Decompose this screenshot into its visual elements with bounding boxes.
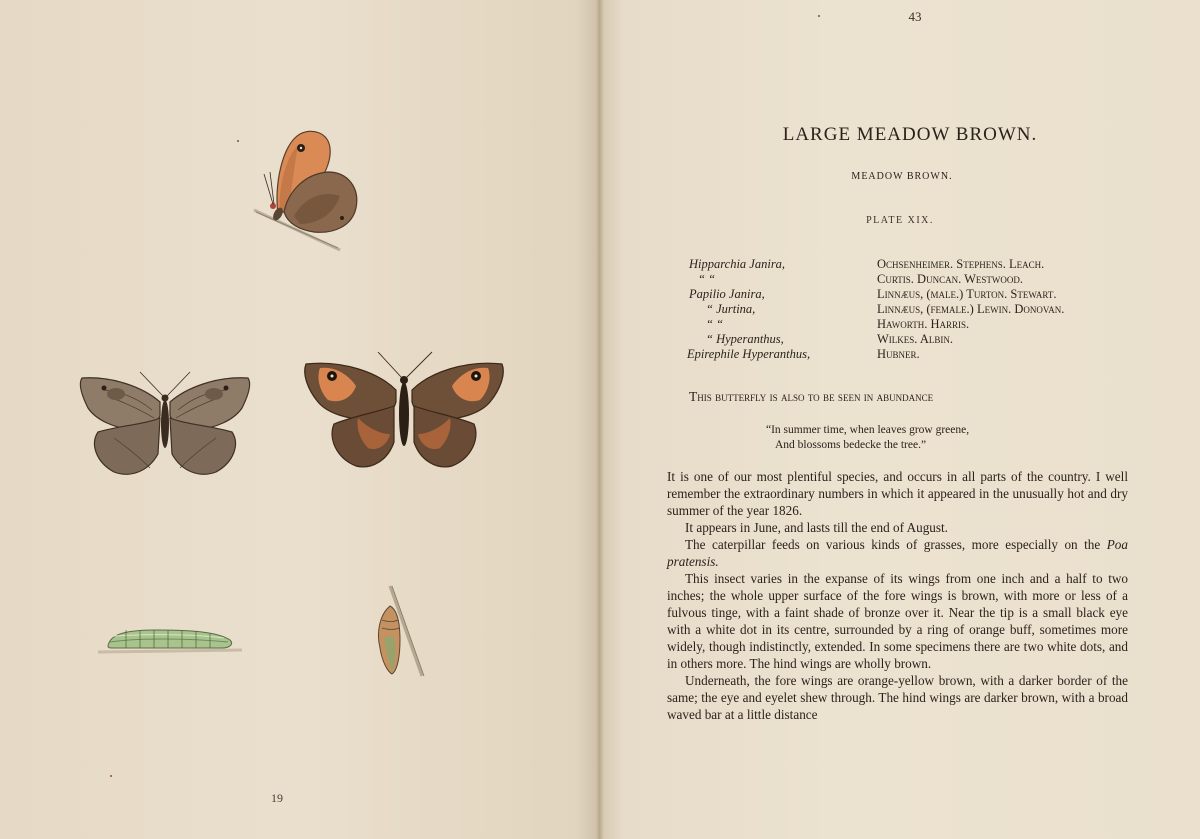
synonym-name: “ “ [706,317,724,331]
butterfly-upperside-icon [298,348,510,472]
intro-line: This butterfly is also to be seen in abundance [689,389,934,404]
book-gutter [596,0,604,839]
paragraph: This insect varies in the expanse of its wings from one inch and a half to two inches; the whole upper surface of the fore wings is brown, with more or less of a fulvous tinge, with a faint shade of bronze over it. Near the tip is a small black eye with a white dot in its centre, surrounded by a ring of orange buff, sometimes more widely, though indistinctly, extended. In some specimens there are two white dots, and in others more. The hind wings are wholly brown. [667,571,1128,671]
butterfly-underside-icon [74,368,256,480]
synonym-authors: Haworth. Harris. [877,317,970,331]
plate-number: 19 [271,791,283,805]
quote-line: And blossoms bedecke the tree.” [775,439,927,451]
butterfly-side-view-icon [248,126,366,254]
synonym-authors: Ochsenheimer. Stephens. Leach. [877,257,1045,271]
paragraph: It appears in June, and lasts till the end of August. [685,520,948,535]
text-page [600,0,1200,839]
chrysalis-icon [370,584,430,680]
caterpillar-icon [96,620,246,660]
synonym-authors: Hubner. [877,347,920,361]
synonym-name: Epirephile Hyperanthus, [687,347,811,361]
synonym-name: “ “ [698,272,716,286]
synonym-authors: Linnæus, (male.) Turton. Stewart. [877,287,1057,301]
synonym-authors: Wilkes. Albin. [877,332,954,346]
synonym-name: Papilio Janira, [689,287,765,301]
quote-line: “In summer time, when leaves grow greene, [766,424,970,436]
synonym-authors: Curtis. Duncan. Westwood. [877,272,1024,286]
synonym-name: “ Hyperanthus, [706,332,784,346]
paragraph: It is one of our most plentiful species, and occurs in all parts of the country. I well remember the extraordinary numbers in which it appeared in the unusually hot and dry summer of the year 1826. [667,469,1128,518]
subtitle: MEADOW BROWN. [851,171,953,182]
paragraph: Underneath, the fore wings are orange-yellow brown, with a darker border of the same; the eye and eyelet shew through. The hind wings are darker brown, with a broad waved bar at a little distance [667,673,1128,722]
plate-reference: PLATE XIX. [866,215,934,226]
page-title: LARGE MEADOW BROWN. [782,124,1038,145]
synonym-name: “ Jurtina, [706,302,756,316]
paragraph: The caterpillar feeds on various kinds of grasses, more especially on the Poa pratensis. [667,537,1128,569]
synonym-name: Hipparchia Janira, [689,257,786,271]
synonym-authors: Linnæus, (female.) Lewin. Donovan. [877,302,1065,316]
page-number: 43 [908,9,922,24]
body-text [667,468,1128,723]
